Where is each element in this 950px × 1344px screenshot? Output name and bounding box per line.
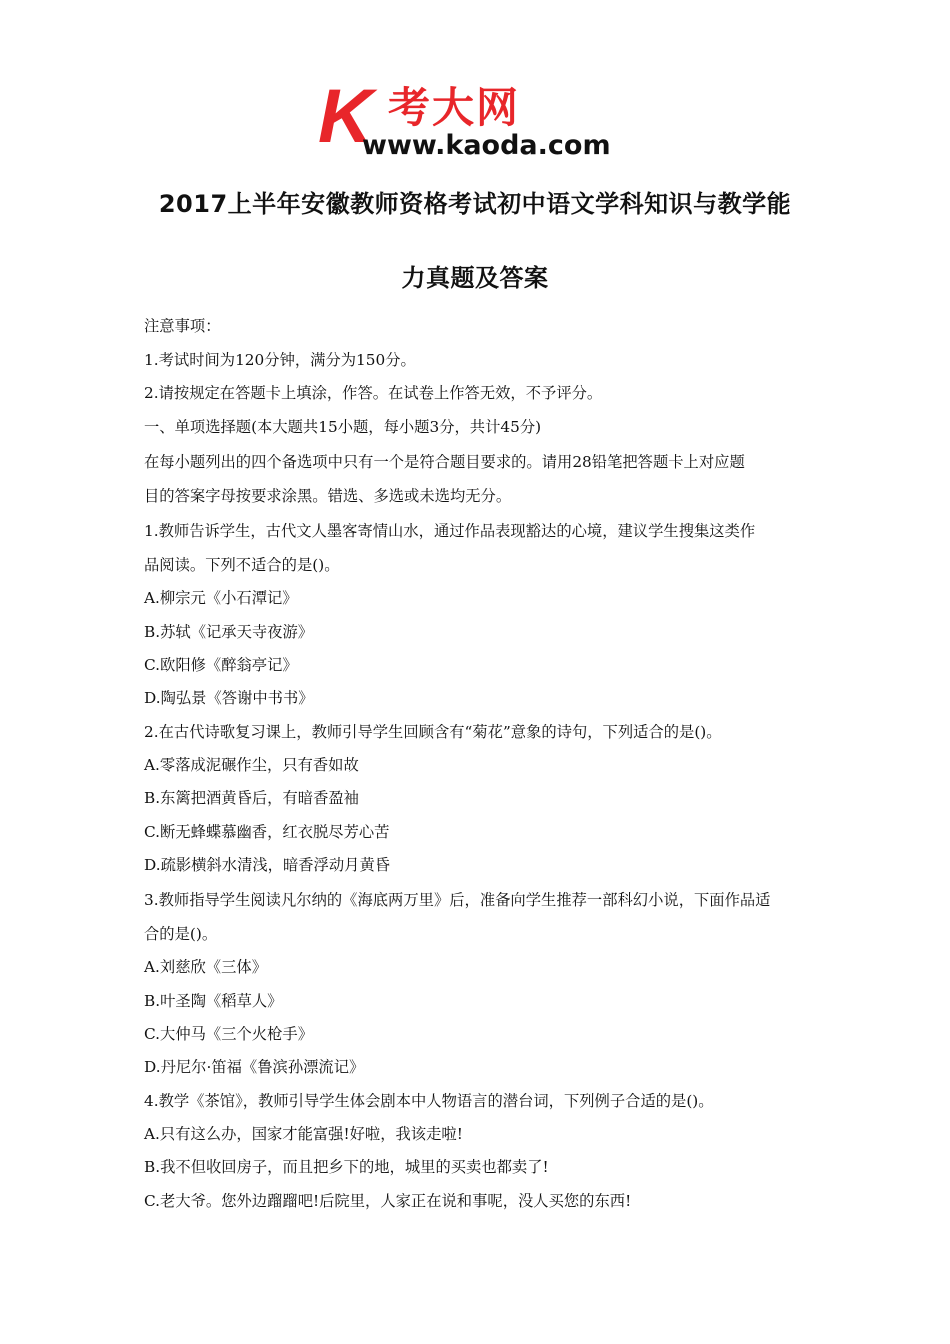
kaoda-logo [318, 78, 638, 160]
section-instruction: 目的答案字母按要求涂黑。错选、多选或未选均无分。 [144, 486, 512, 505]
question-stem: 1.教师告诉学生，古代文人墨客寄情山水，通过作品表现豁达的心境，建议学生搜集这类作 [144, 522, 756, 541]
answer-option: D.疏影横斜水清浅，暗香浮动月黄昏 [144, 855, 391, 874]
logo-brand-text: 考大网 [388, 83, 521, 132]
answer-option: C.欧阳修《醉翁亭记》 [144, 656, 298, 675]
answer-option: D.陶弘景《答谢中书书》 [144, 689, 314, 708]
answer-option: C.断无蜂蝶慕幽香，红衣脱尽芳心苦 [144, 822, 390, 841]
notice-item: 1.考试时间为120分钟，满分为150分。 [144, 351, 416, 369]
answer-option: B.我不但收回房子，而且把乡下的地，城里的买卖也都卖了! [144, 1158, 549, 1177]
answer-option: A.零落成泥碾作尘，只有香如故 [144, 755, 359, 774]
logo-url-text: www.kaoda.com [362, 130, 611, 160]
document-title-line-1: 2017上半年安徽教师资格考试初中语文学科知识与教学能 [158, 190, 792, 218]
answer-option: D.丹尼尔·笛福《鲁滨孙漂流记》 [144, 1058, 365, 1077]
question-stem: 2.在古代诗歌复习课上，教师引导学生回顾含有“菊花”意象的诗句，下列适合的是()。 [144, 722, 722, 741]
answer-option: C.大仲马《三个火枪手》 [144, 1025, 313, 1044]
logo-k-mark: K [318, 78, 373, 159]
answer-option: B.叶圣陶《稻草人》 [144, 991, 283, 1010]
question-stem: 3.教师指导学生阅读凡尔纳的《海底两万里》后，准备向学生推荐一部科幻小说，下面作品适 [144, 891, 771, 910]
answer-option: B.苏轼《记承天寺夜游》 [144, 622, 314, 641]
answer-option: C.老大爷。您外边蹓蹓吧!后院里，人家正在说和事呢，没人买您的东西! [144, 1191, 632, 1210]
notice-item: 2.请按规定在答题卡上填涂，作答。在试卷上作答无效，不予评分。 [144, 384, 603, 403]
document-title-line-2: 力真题及答案 [401, 264, 549, 292]
notice-heading: 注意事项： [144, 317, 221, 335]
question-stem: 品阅读。下列不适合的是()。 [144, 556, 340, 575]
answer-option: B.东篱把酒黄昏后，有暗香盈袖 [144, 789, 359, 808]
section-heading: 一、单项选择题(本大题共15小题，每小题3分，共计45分) [144, 417, 542, 436]
answer-option: A.只有这么办，国家才能富强!好啦，我该走啦! [144, 1124, 463, 1143]
document-body [144, 308, 812, 1218]
question-stem: 4.教学《茶馆》，教师引导学生体会剧本中人物语言的潜台词，下列例子合适的是()。 [144, 1091, 714, 1110]
answer-option: A.刘慈欣《三体》 [144, 958, 267, 977]
answer-option: A.柳宗元《小石潭记》 [144, 589, 298, 608]
question-stem: 合的是()。 [144, 925, 218, 944]
section-instruction: 在每小题列出的四个备选项中只有一个是符合题目要求的。请用28铅笔把答题卡上对应题 [144, 452, 745, 471]
